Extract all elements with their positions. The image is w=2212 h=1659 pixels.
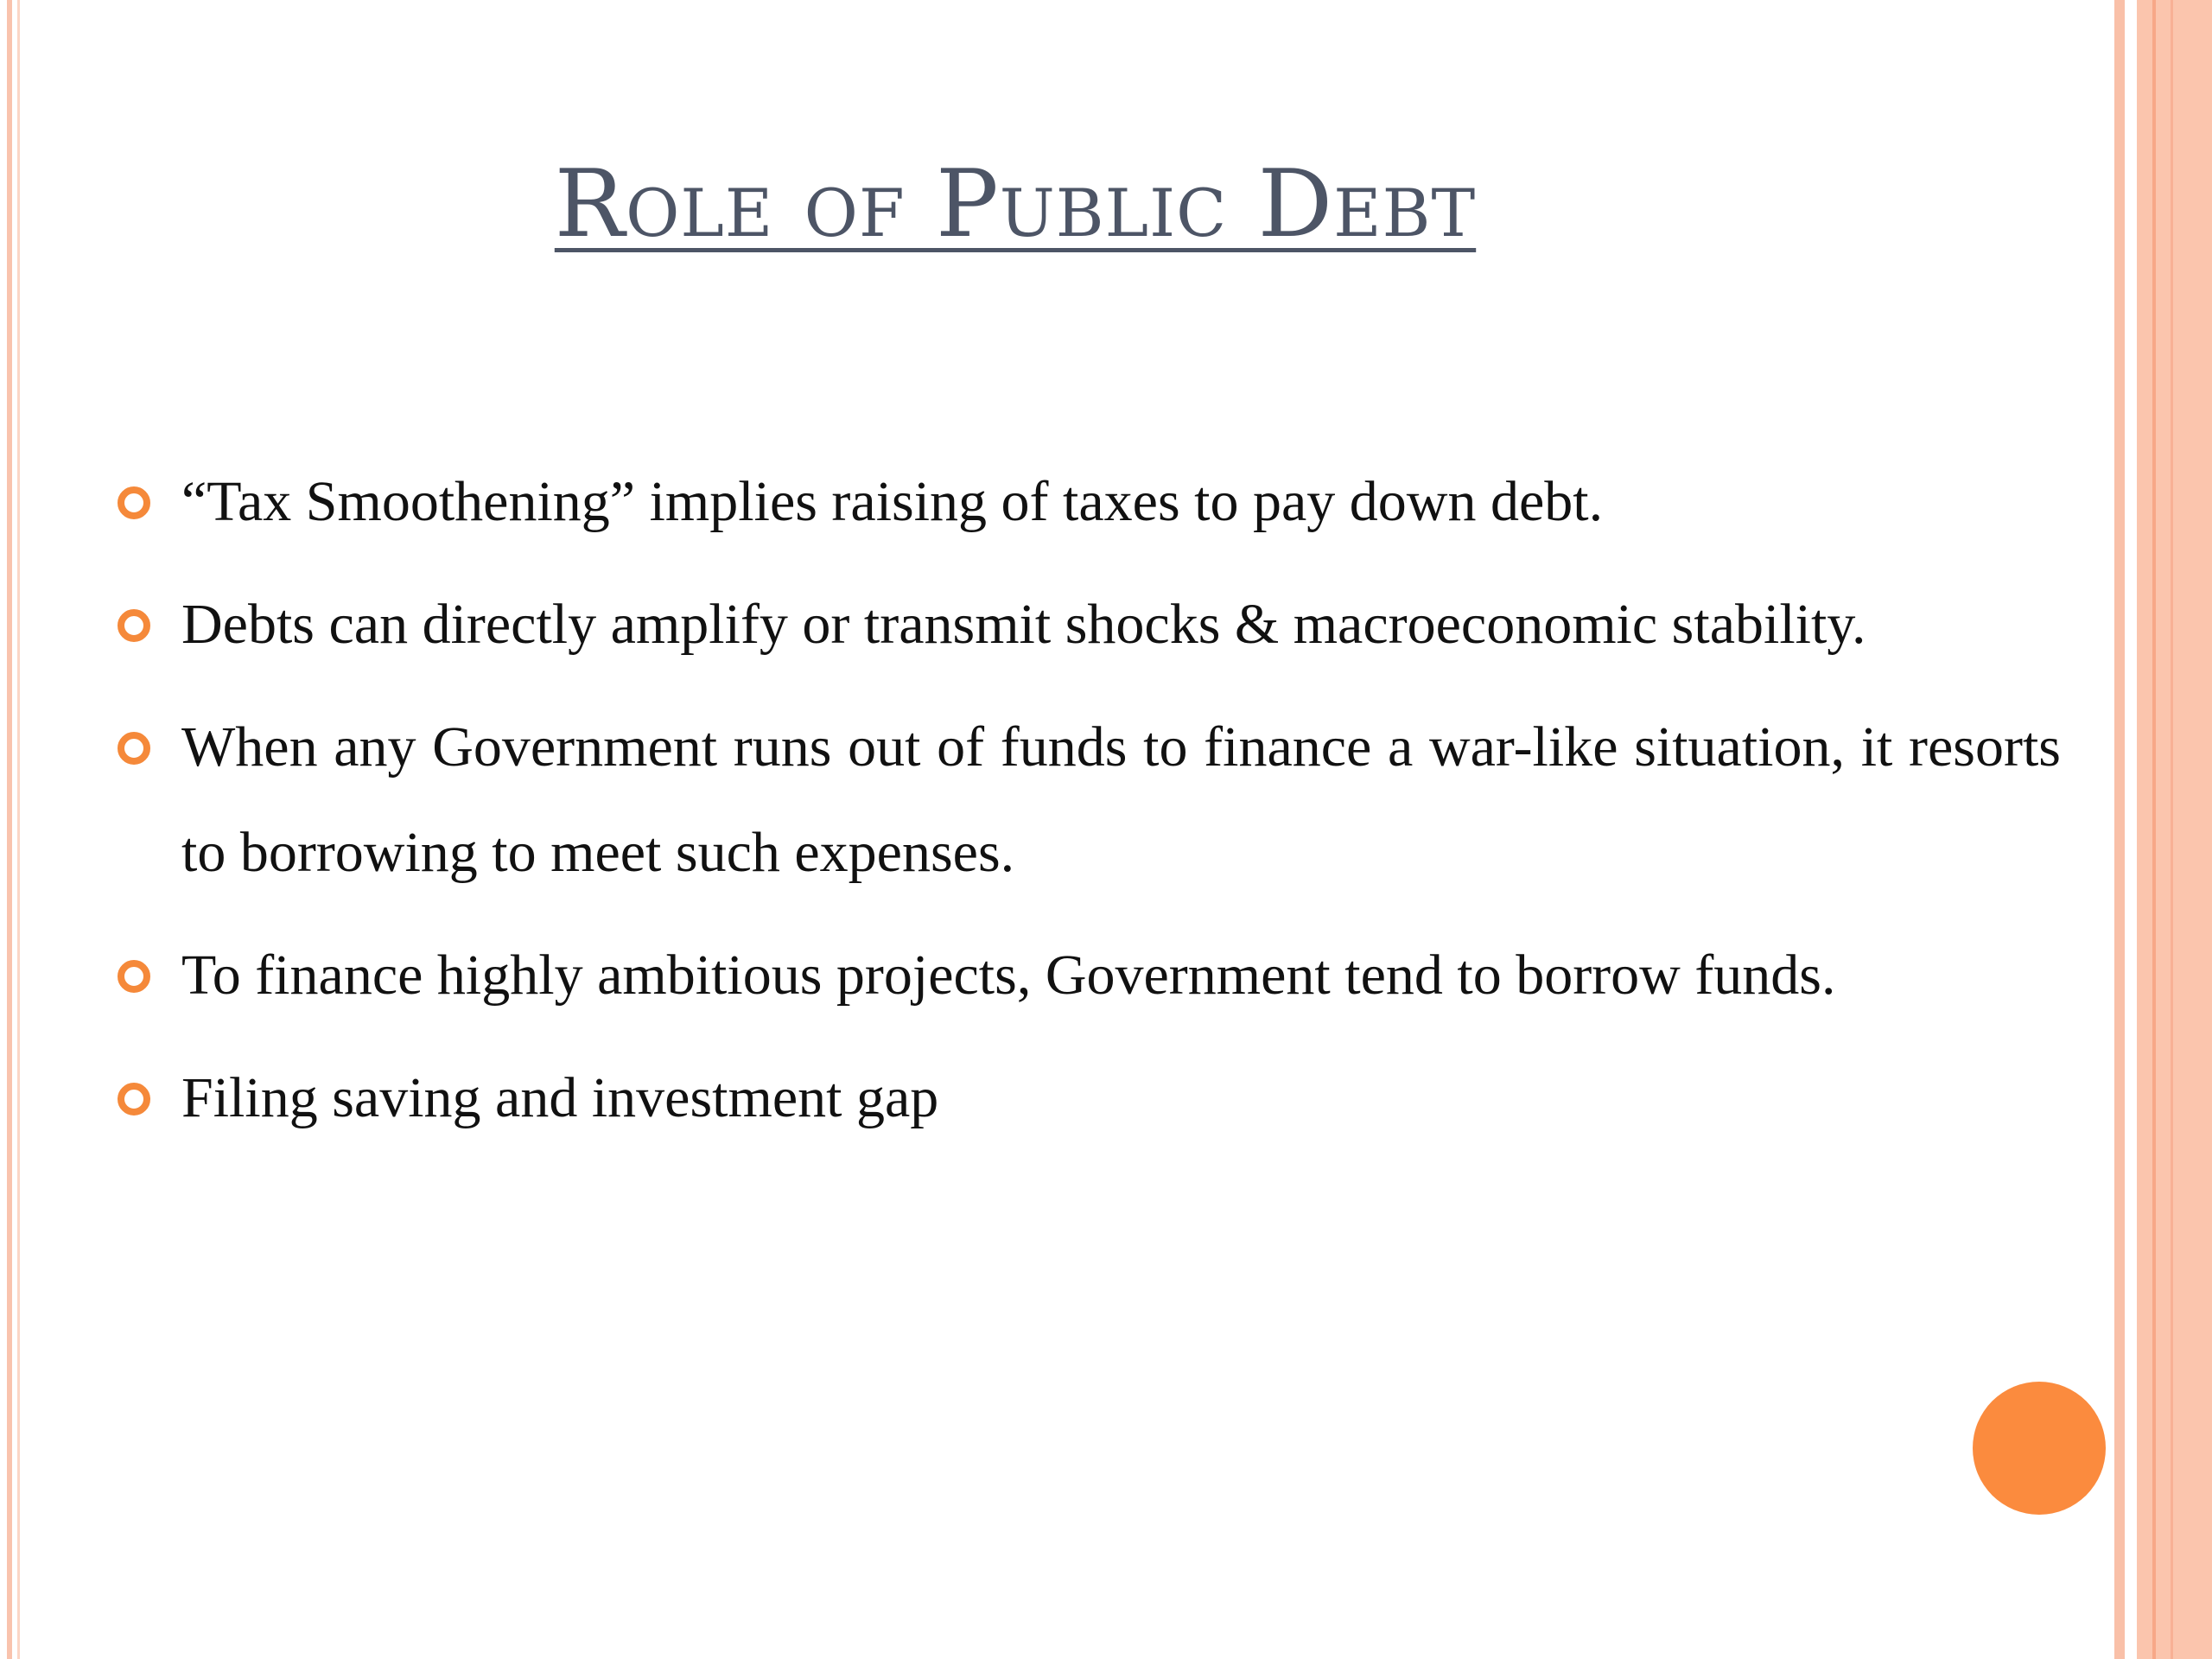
- hollow-circle-bullet-icon: [118, 1083, 150, 1116]
- bullet-text: Filing saving and investment gap: [181, 1066, 939, 1129]
- hollow-circle-bullet-icon: [118, 732, 150, 765]
- right-border-line: [2171, 0, 2173, 1659]
- right-border-gap: [2125, 0, 2137, 1659]
- bullet-item: [112, 1046, 2061, 1151]
- orange-circle-decoration: [1973, 1382, 2106, 1515]
- bullet-item: [112, 449, 2061, 555]
- slide-title: Role of Public Debt: [554, 150, 1477, 258]
- hollow-circle-bullet-icon: [118, 609, 150, 642]
- bullet-text: To finance highly ambitious projects, Government tend to borrow funds.: [181, 944, 1836, 1007]
- right-border-stripe: [2114, 0, 2125, 1659]
- bullet-item: [112, 695, 2061, 906]
- bullet-text: Debts can directly amplify or transmit shocks & macroeconomic stability.: [181, 593, 1866, 656]
- bullet-item: [112, 923, 2061, 1028]
- right-border-band: [2137, 0, 2212, 1659]
- hollow-circle-bullet-icon: [118, 486, 150, 519]
- bullet-text: When any Government runs out of funds to finance a war-like situation, it resorts to borrowing to meet such expenses.: [181, 715, 2061, 884]
- bullet-item: [112, 572, 2061, 677]
- right-border-line: [2152, 0, 2156, 1659]
- hollow-circle-bullet-icon: [118, 960, 150, 993]
- bullet-text: “Tax Smoothening” implies raising of taxes to pay down debt.: [181, 470, 1604, 533]
- bullet-list: [112, 449, 2061, 1168]
